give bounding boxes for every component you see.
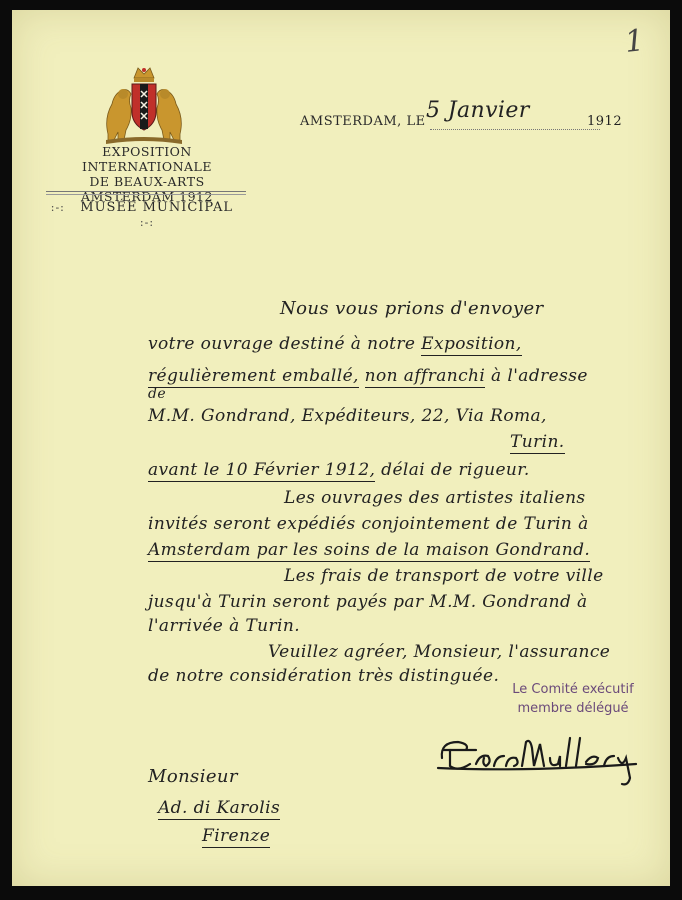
ornament-right: :-:	[139, 216, 155, 229]
body-line-13: l'arrivée à Turin.	[148, 616, 301, 636]
body-line-12: jusqu'à Turin seront payés par M.M. Gondrand à	[148, 592, 588, 612]
body-line-9: invités seront expédiés conjointement de Turin à	[148, 514, 589, 534]
body-line-2-text: votre ouvrage destiné à notre	[148, 334, 422, 354]
museum-title: MUSÉE MUNICIPAL	[80, 200, 233, 215]
handwritten-date: 5 Janvier	[426, 98, 530, 123]
recipient-city-text: Firenze	[202, 826, 271, 846]
letter-page	[12, 10, 670, 886]
body-line-2	[148, 334, 522, 354]
body-line-15: de notre considération très distinguée.	[148, 666, 500, 686]
letterhead-rule	[46, 191, 246, 192]
recipient-salutation: Monsieur	[148, 766, 238, 787]
body-line-6	[510, 432, 565, 452]
body-line-14: Veuillez agréer, Monsieur, l'assurance	[268, 642, 611, 662]
page-number: 1	[623, 23, 646, 60]
body-line-3-text: à l'adresse	[485, 366, 588, 386]
stamp-line-2: membre délégué	[517, 701, 629, 716]
body-line-1: Nous vous prions d'envoyer	[280, 298, 544, 319]
recipient-name-text: Ad. di Karolis	[158, 798, 281, 818]
dateline-year: 1912	[587, 114, 623, 129]
museum-name	[42, 200, 252, 230]
body-turin: Turin.	[510, 432, 565, 452]
ornament-left: :-:	[50, 201, 65, 214]
body-non-affranchi: non affranchi	[364, 366, 486, 386]
amsterdam-coat-of-arms-icon	[98, 64, 190, 146]
letterhead-line-3: AMSTERDAM 1912	[81, 189, 213, 204]
body-line-11: Les frais de transport de votre ville	[284, 566, 604, 586]
body-line-5: M.M. Gondrand, Expéditeurs, 22, Via Roma,	[148, 406, 547, 426]
recipient-name	[158, 798, 280, 818]
body-line-7	[148, 460, 530, 480]
committee-stamp	[478, 680, 668, 718]
body-line-3	[148, 366, 588, 386]
stamp-line-1: Le Comité exécutif	[512, 682, 634, 697]
body-line-10	[148, 540, 590, 560]
recipient-city	[202, 826, 270, 846]
letterhead-rule-2	[46, 194, 246, 195]
body-line-4: de	[148, 386, 167, 402]
letterhead	[42, 144, 252, 204]
body-line-7-text: délai de rigueur.	[375, 460, 530, 480]
body-exposition: Exposition,	[421, 334, 522, 354]
letterhead-line-2: DE BEAUX-ARTS	[89, 174, 205, 189]
body-line-8: Les ouvrages des artistes italiens	[284, 488, 586, 508]
dateline-place: AMSTERDAM, LE	[300, 114, 426, 129]
body-emballe: régulièrement emballé,	[148, 366, 359, 386]
body-line-10-text: Amsterdam par les soins de la maison Gondrand.	[148, 540, 591, 560]
signature-icon	[436, 728, 646, 788]
body-deadline: avant le 10 Février 1912,	[148, 460, 376, 480]
letterhead-line-1: EXPOSITION INTERNATIONALE	[82, 144, 212, 174]
